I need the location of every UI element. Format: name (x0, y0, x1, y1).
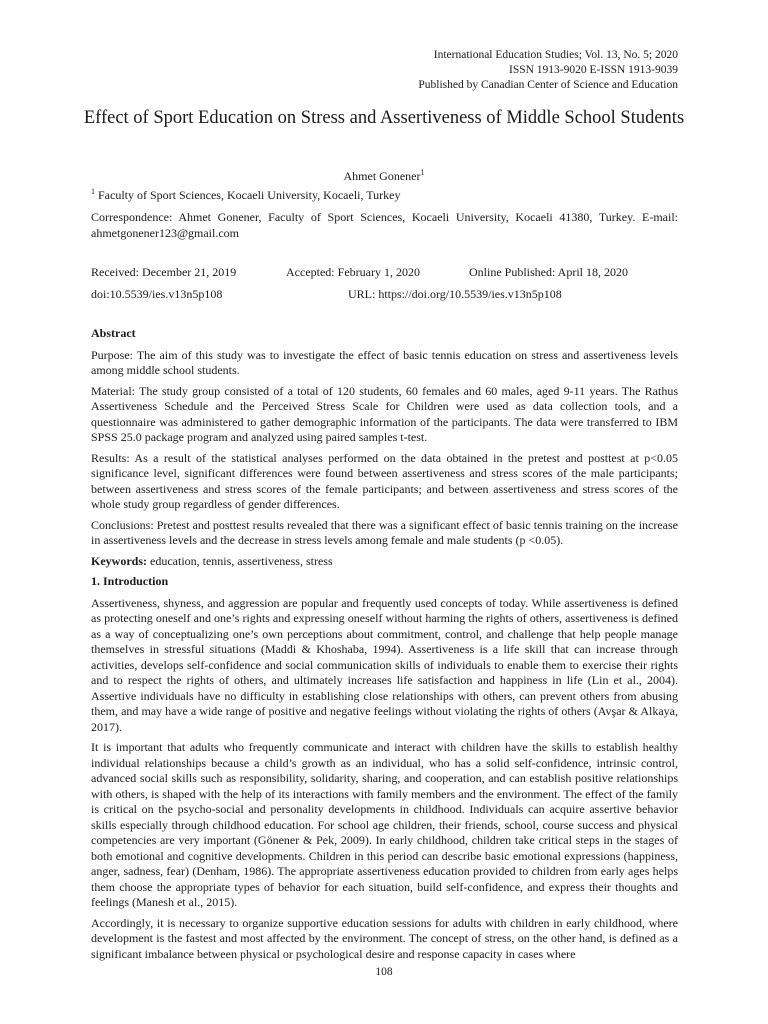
doi-url[interactable]: URL: https://doi.org/10.5539/ies.v13n5p108 (348, 287, 562, 301)
author-name: Ahmet Gonener (343, 169, 421, 183)
received-date: Received: December 21, 2019 (91, 265, 237, 279)
abstract-conclusions: Conclusions: Pretest and posttest results revealed that there was a significant effect of basic tennis training on the increase in assertiveness levels and the decrease in stress levels among female and male students (p <0.05). (91, 517, 678, 547)
author-affiliation-mark: 1 (420, 168, 425, 177)
affiliation (91, 188, 678, 204)
publication-dates (91, 265, 678, 281)
abstract-heading: Abstract (91, 326, 136, 340)
correspondence: Correspondence: Ahmet Gonener, Faculty of Sport Sciences, Kocaeli University, Kocaeli 41380, Turkey. E-mail: ahmetgonener123@gmail.com (91, 210, 678, 240)
doi-text: doi:10.5539/ies.v13n5p108 (91, 287, 223, 301)
abstract-results: Results: As a result of the statistical analyses performed on the data obtained in the pretest and posttest at p<0.05 significance level, significant differences were found between assertiveness and stress scores of the male participants; between assertiveness and stress scores of the female participants; and between assertiveness and stress scores of the whole study group regardless of gender differences. (91, 450, 678, 511)
author-line (0, 169, 768, 184)
page-number: 108 (375, 966, 393, 978)
introduction-paragraph-1: Assertiveness, shyness, and aggression are popular and frequently used concepts of today. While assertiveness is defined as protecting oneself and one’s rights and expressing oneself without harming the rights of others, assertiveness is defined as a way of conceptualizing one’s own perceptions about commitment, control, and challenge that help people manage themselves in stressful situations (Maddi & Khoshaba, 1994). Assertiveness is a life skill that can increase through activities, develops self-confidence and social communication skills of individuals to enable them to exercise their rights and to respect the rights of others, and ultimately increases life satisfaction and happiness in life (Lin et al., 2004). Assertive individuals have no difficulty in establishing close relationships with others, can prevent others from abusing them, and may have a wide range of positive and negative feelings without violating the rights of others (Avşar & Alkaya, 2017). (91, 595, 678, 734)
affiliation-mark: 1 (91, 187, 95, 196)
accepted-date: Accepted: February 1, 2020 (286, 265, 420, 279)
published-date: Online Published: April 18, 2020 (469, 265, 628, 279)
introduction-paragraph-2: It is important that adults who frequently communicate and interact with children have the skills to establish healthy individual relationships because a child’s growth as an individual, who has a solid self-confidence, intrinsic control, advanced social skills such as responsibility, solidarity, sharing, and cooperation, and can establish positive relationships with others, is shaped with the help of its interactions with family members and the environment. The effect of the family is critical on the psycho-social and personality developments in childhood. Individuals can acquire assertive behavior skills especially through childhood education. For school age children, their friends, school, course success and physical competencies are very important (Gönener & Pek, 2009). In early childhood, children take critical steps in the stages of both emotional and cognitive developments. Children in this period can describe basic emotional expressions (happiness, anger, sadness, fear) (Denham, 1986). The appropriate assertiveness education provided to children from early ages helps them choose the appropriate types of behavior for each situation, build self-confidence, and express their thoughts and feelings (Manesh et al., 2015). (91, 740, 678, 909)
keywords (91, 554, 678, 570)
journal-issn: ISSN 1913-9020 E-ISSN 1913-9039 (509, 64, 678, 76)
journal-publisher: Published by Canadian Center of Science and Education (418, 79, 678, 91)
doi-line (91, 287, 678, 303)
journal-header (418, 48, 678, 93)
introduction-paragraph-3: Accordingly, it is necessary to organize supportive education sessions for adults with children in early childhood, where development is the fastest and most affected by the environment. The concept of stress, on the other hand, is defined as a significant imbalance between physical or psychological desire and response capacity in cases where (91, 915, 678, 961)
abstract-purpose: Purpose: The aim of this study was to investigate the effect of basic tennis education on stress and assertiveness levels among middle school students. (91, 347, 678, 377)
keywords-text: education, tennis, assertiveness, stress (150, 553, 333, 568)
paper-title: Effect of Sport Education on Stress and Assertiveness of Middle School Students (83, 108, 685, 128)
main-content (91, 326, 678, 967)
introduction-heading: 1. Introduction (91, 574, 169, 588)
affiliation-text: Faculty of Sport Sciences, Kocaeli University, Kocaeli, Turkey (98, 188, 401, 202)
abstract-material: Material: The study group consisted of a total of 120 students, 60 females and 60 males, aged 9-11 years. The Rathus Assertiveness Schedule and the Perceived Stress Scale for Children were used as data collection tools, and a questionnaire was administered to gather demographic information of the participants. The data were transferred to IBM SPSS 25.0 package program and analyzed using paired samples t-test. (91, 383, 678, 444)
journal-citation: International Education Studies; Vol. 13, No. 5; 2020 (433, 49, 678, 61)
keywords-label: Keywords: (91, 553, 147, 568)
